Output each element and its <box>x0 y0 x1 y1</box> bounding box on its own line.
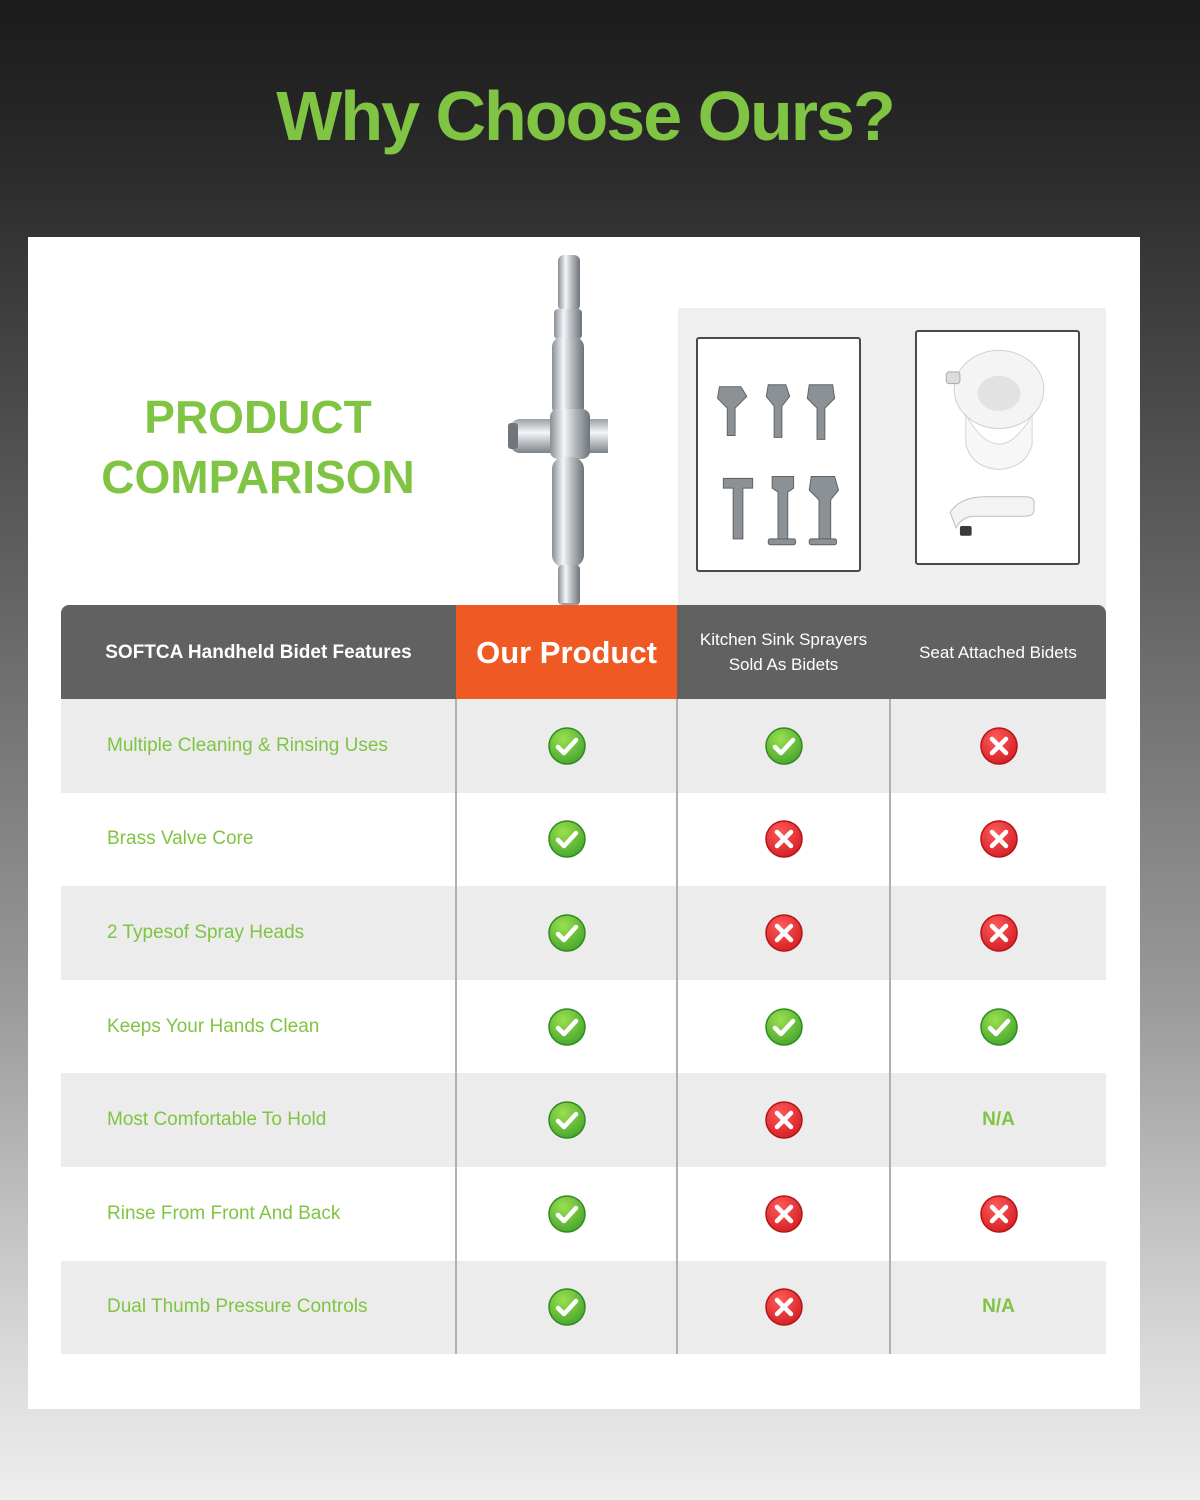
seat-cell <box>890 793 1106 887</box>
na-label: N/A <box>982 1109 1015 1131</box>
kitchen-cell <box>677 793 890 887</box>
kitchen-cell <box>677 980 890 1074</box>
cross-icon <box>764 913 804 953</box>
header-kitchen-sprayers <box>677 605 890 699</box>
header-features: SOFTCA Handheld Bidet Features <box>61 605 456 699</box>
seat-cell <box>890 1167 1106 1261</box>
comparison-card <box>28 237 1140 1409</box>
cross-icon <box>979 819 1019 859</box>
comparison-table <box>61 605 1106 1354</box>
cross-icon <box>979 726 1019 766</box>
comparison-title-line1: PRODUCT <box>144 391 372 443</box>
check-icon <box>979 1007 1019 1047</box>
kitchen-cell <box>677 1167 890 1261</box>
check-icon <box>764 726 804 766</box>
ours-cell <box>456 1167 677 1261</box>
kitchen-cell <box>677 1073 890 1167</box>
kitchen-cell <box>677 1261 890 1355</box>
kitchen-cell <box>677 699 890 793</box>
feature-label: Dual Thumb Pressure Controls <box>61 1261 456 1355</box>
feature-label: 2 Typesof Spray Heads <box>61 886 456 980</box>
header-kitchen-line1: Kitchen Sink Sprayers <box>699 630 868 649</box>
seat-cell <box>890 699 1106 793</box>
table-row <box>61 1261 1106 1355</box>
feature-label: Multiple Cleaning & Rinsing Uses <box>61 699 456 793</box>
table-header-row <box>61 605 1106 699</box>
table-row <box>61 1167 1106 1261</box>
check-icon <box>547 1100 587 1140</box>
table-row <box>61 1073 1106 1167</box>
table-row <box>61 886 1106 980</box>
comparison-title-line2: COMPARISON <box>101 451 415 503</box>
seat-cell <box>890 1073 1106 1167</box>
check-icon <box>547 913 587 953</box>
seat-cell <box>890 1261 1106 1355</box>
seat-cell <box>890 980 1106 1074</box>
kitchen-cell <box>677 886 890 980</box>
ours-cell <box>456 793 677 887</box>
table-row <box>61 793 1106 887</box>
comparison-title <box>88 387 428 507</box>
cross-icon <box>979 1194 1019 1234</box>
feature-label: Rinse From Front And Back <box>61 1167 456 1261</box>
ours-cell <box>456 1261 677 1355</box>
feature-label: Brass Valve Core <box>61 793 456 887</box>
cross-icon <box>764 1287 804 1327</box>
cross-icon <box>979 913 1019 953</box>
headline: Why Choose Ours? <box>276 77 894 155</box>
check-icon <box>547 726 587 766</box>
cross-icon <box>764 1100 804 1140</box>
header-seat-bidets: Seat Attached Bidets <box>890 605 1106 699</box>
check-icon <box>547 1287 587 1327</box>
ours-cell <box>456 1073 677 1167</box>
check-icon <box>764 1007 804 1047</box>
table-row <box>61 699 1106 793</box>
header-kitchen-line2: Sold As Bidets <box>728 655 839 674</box>
ours-cell <box>456 980 677 1074</box>
cross-icon <box>764 1194 804 1234</box>
seat-cell <box>890 886 1106 980</box>
ours-cell <box>456 699 677 793</box>
check-icon <box>547 1007 587 1047</box>
header-our-product: Our Product <box>456 605 677 699</box>
seat-bidet-image <box>915 330 1080 565</box>
cross-icon <box>764 819 804 859</box>
product-image <box>498 251 608 621</box>
feature-label: Most Comfortable To Hold <box>61 1073 456 1167</box>
check-icon <box>547 1194 587 1234</box>
table-row <box>61 980 1106 1074</box>
feature-label: Keeps Your Hands Clean <box>61 980 456 1074</box>
ours-cell <box>456 886 677 980</box>
na-label: N/A <box>982 1296 1015 1318</box>
kitchen-sprayers-image <box>696 337 861 572</box>
check-icon <box>547 819 587 859</box>
